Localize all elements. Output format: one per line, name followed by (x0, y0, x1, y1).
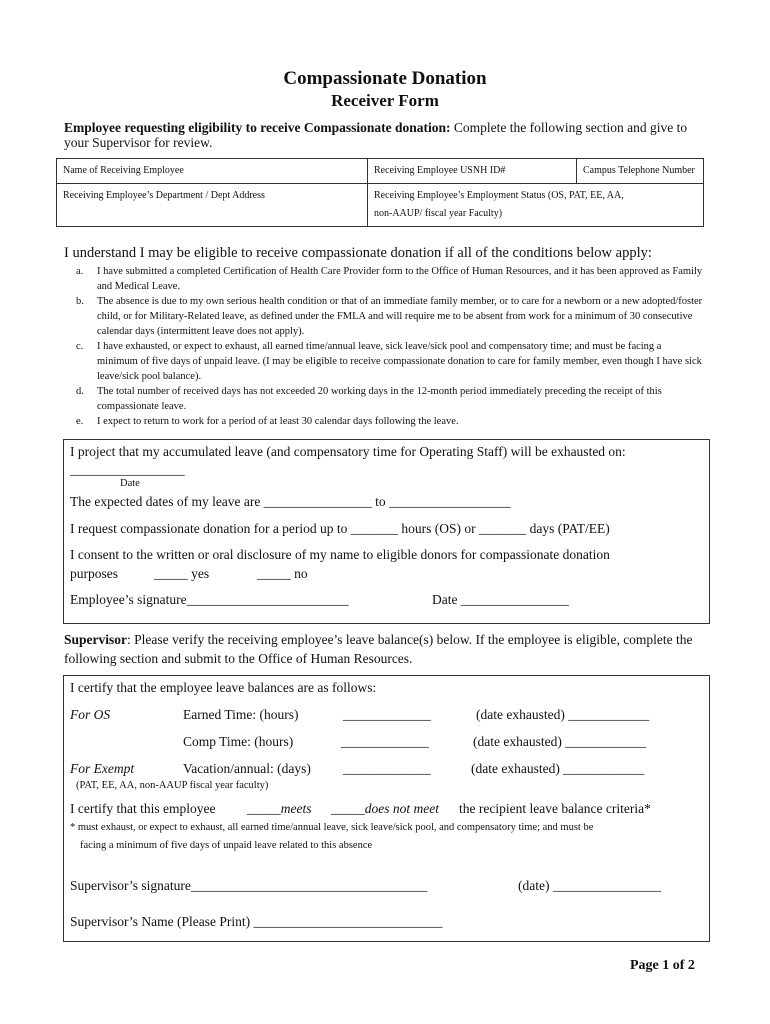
request-period-field[interactable]: I request compassionate donation for a period up to _______ hours (OS) or _______ days (PAT/EE) (70, 521, 610, 536)
footnote-line-2: facing a minimum of five days of unpaid leave related to this absence (80, 840, 373, 851)
for-exempt-label: For Exempt (70, 761, 135, 776)
employee-section-box (63, 439, 710, 624)
certify-employee-label: I certify that this employee (70, 801, 216, 816)
not-meet-field[interactable] (331, 801, 439, 817)
meets-blank: _____ (247, 801, 281, 816)
name-label: Name of Receiving Employee (63, 165, 184, 176)
status-label-1: Receiving Employee’s Employment Status (OS, PAT, EE, AA, (374, 190, 624, 201)
certify-heading: I certify that the employee leave balances are as follows: (70, 680, 377, 695)
condition-letter: c. (76, 341, 84, 352)
usnh-id-field[interactable] (368, 159, 577, 184)
supervisor-text: : Please verify the receiving employee’s leave balance(s) below. If the employee is eligible, complete the following section and submit to the Office of Human Resources. (64, 632, 693, 666)
status-field[interactable] (368, 184, 704, 227)
intro-text: Complete the following section and give to your Supervisor for review. (64, 120, 688, 150)
condition-letter: e. (76, 416, 84, 427)
purposes-label: purposes (70, 566, 118, 581)
earned-exhausted-field[interactable]: (date exhausted) ____________ (476, 707, 650, 722)
supervisor-signature-field[interactable]: Supervisor’s signature___________________________________ (70, 878, 428, 893)
condition-text: I have submitted a completed Certification of Health Care Provider form to the Office of Human Resources, and it has been approved as Family and Medical Leave. (97, 266, 703, 292)
exhaust-date-field[interactable]: _________________ (70, 462, 185, 477)
earned-time-label: Earned Time: (hours) (183, 707, 299, 722)
condition-item (64, 294, 704, 339)
condition-letter: a. (76, 266, 84, 277)
name-field[interactable] (57, 159, 368, 184)
intro-paragraph (64, 120, 709, 150)
phone-label: Campus Telephone Number (583, 165, 695, 176)
supervisor-bold: Supervisor (64, 632, 128, 647)
consent-no-field[interactable]: _____ no (257, 566, 308, 581)
supervisor-intro (64, 630, 714, 668)
supervisor-section-box (63, 675, 710, 942)
condition-letter: b. (76, 296, 84, 307)
vacation-exhausted-field[interactable]: (date exhausted) ____________ (471, 761, 645, 776)
not-meet-blank: _____ (331, 801, 365, 816)
earned-time-field[interactable]: _____________ (343, 707, 431, 722)
vacation-label: Vacation/annual: (days) (183, 761, 311, 776)
dept-label: Receiving Employee’s Department / Dept Address (63, 190, 265, 201)
meets-label: meets (280, 801, 312, 816)
dept-field[interactable] (57, 184, 368, 227)
exhaust-statement: I project that my accumulated leave (and compensatory time for Operating Staff) will be exhausted on: (70, 444, 626, 459)
for-os-label: For OS (70, 707, 111, 722)
vacation-field[interactable]: _____________ (343, 761, 431, 776)
footnote-line-1: * must exhaust, or expect to exhaust, all earned time/annual leave, sick leave/sick pool, and compensatory time; and must be (70, 822, 594, 833)
form-subtitle: Receiver Form (331, 91, 439, 110)
status-label-2: non-AAUP/ fiscal year Faculty) (374, 208, 503, 219)
condition-item (64, 414, 704, 429)
page-number: Page 1 of 2 (630, 958, 695, 973)
employee-info-table (56, 158, 704, 227)
meets-field[interactable] (247, 801, 312, 817)
supervisor-name-field[interactable]: Supervisor’s Name (Please Print) ____________________________ (70, 914, 443, 929)
condition-item (64, 384, 704, 414)
usnh-id-label: Receiving Employee USNH ID# (374, 165, 506, 176)
condition-text: I expect to return to work for a period of at least 30 calendar days following the leave. (97, 416, 459, 427)
condition-item (64, 339, 704, 384)
comp-time-field[interactable]: _____________ (341, 734, 429, 749)
employee-date-field[interactable]: Date ________________ (432, 592, 569, 607)
supervisor-date-field[interactable]: (date) ________________ (518, 878, 661, 893)
phone-field[interactable] (577, 159, 704, 184)
consent-yes-field[interactable]: _____ yes (154, 566, 210, 581)
employee-signature-field[interactable]: Employee’s signature________________________ (70, 592, 349, 607)
conditions-list (64, 264, 704, 429)
condition-item (64, 264, 704, 294)
comp-exhausted-field[interactable]: (date exhausted) ____________ (473, 734, 647, 749)
condition-text: The total number of received days has not exceeded 20 working days in the 12-month period immediately preceding the receipt of this compassionate leave. (97, 386, 662, 412)
consent-statement: I consent to the written or oral disclosure of my name to eligible donors for compassionate donation (70, 547, 610, 562)
condition-text: I have exhausted, or expect to exhaust, all earned time/annual leave, sick leave/sick pool and compensatory time; and must be facing a minimum of five days of unpaid leave. (I may be eligible to receive compassionate donation to care for family member, even though I have sick leave/sick pool balance). (97, 341, 702, 382)
comp-time-label: Comp Time: (hours) (183, 734, 294, 749)
exempt-note: (PAT, EE, AA, non-AAUP fiscal year faculty) (76, 780, 269, 791)
date-label: Date (120, 478, 140, 489)
condition-text: The absence is due to my own serious health condition or that of an immediate family member, or to care for a newborn or a new adopted/foster child, or for Military-Related leave, as defined under the FMLA and will require me to be absent from work for a minimum of 30 consecutive calendar days (intermittent leave does not apply). (97, 296, 703, 337)
form-title: Compassionate Donation (283, 68, 487, 89)
criteria-label: the recipient leave balance criteria* (459, 801, 651, 816)
condition-letter: d. (76, 386, 84, 397)
conditions-heading: I understand I may be eligible to receive compassionate donation if all of the conditions below apply: (64, 245, 652, 261)
expected-dates-field[interactable]: The expected dates of my leave are ________________ to __________________ (70, 494, 511, 509)
intro-bold: Employee requesting eligibility to receive Compassionate donation: (64, 120, 451, 135)
not-meet-label: does not meet (364, 801, 439, 816)
